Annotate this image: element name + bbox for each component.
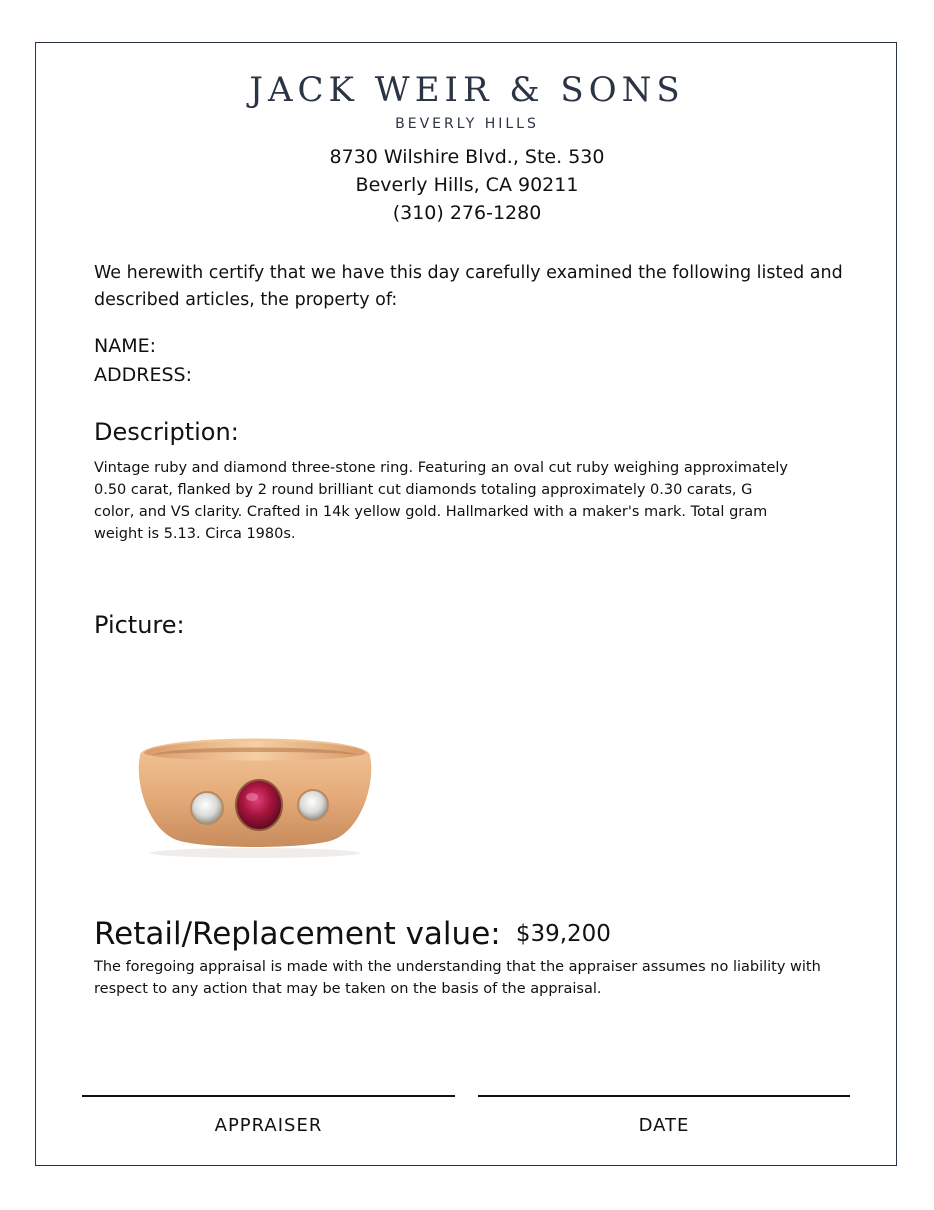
address-line-1: 8730 Wilshire Blvd., Ste. 530: [329, 146, 605, 168]
ring-photo: [130, 715, 380, 860]
name-label: NAME:: [94, 335, 157, 357]
phone-number: (310) 276-1280: [392, 202, 542, 224]
date-label: DATE: [638, 1115, 690, 1136]
address-label: ADDRESS:: [94, 364, 192, 386]
value-row: [94, 916, 611, 952]
appraiser-signature-line: [82, 1095, 455, 1097]
date-signature-line: [478, 1095, 850, 1097]
value-label: Retail/Replacement value:: [94, 916, 501, 952]
description-heading: Description:: [94, 418, 239, 446]
appraiser-label: APPRAISER: [214, 1115, 323, 1136]
address-line-2: Beverly Hills, CA 90211: [355, 174, 579, 196]
picture-heading: Picture:: [94, 611, 185, 639]
brand-subtitle: BEVERLY HILLS: [395, 116, 539, 132]
value-amount: $39,200: [515, 921, 611, 947]
brand-logo: JACK WEIR & SONS: [249, 70, 685, 110]
description-text: Vintage ruby and diamond three-stone ring. Featuring an oval cut ruby weighing approximately 0.50 carat, flanked by 2 round brilliant cut diamonds totaling approximately 0.30 carats, G color, and VS clarity. Crafted in 14k yellow gold. Hallmarked with a maker's mark. Total gram weight is 5.13. Circa 1980s.: [94, 460, 789, 542]
certification-statement: We herewith certify that we have this day carefully examined the following listed and described articles, the property of:: [94, 263, 843, 310]
disclaimer-text: The foregoing appraisal is made with the understanding that the appraiser assumes no liability with respect to any action that may be taken on the basis of the appraisal.: [94, 959, 821, 997]
